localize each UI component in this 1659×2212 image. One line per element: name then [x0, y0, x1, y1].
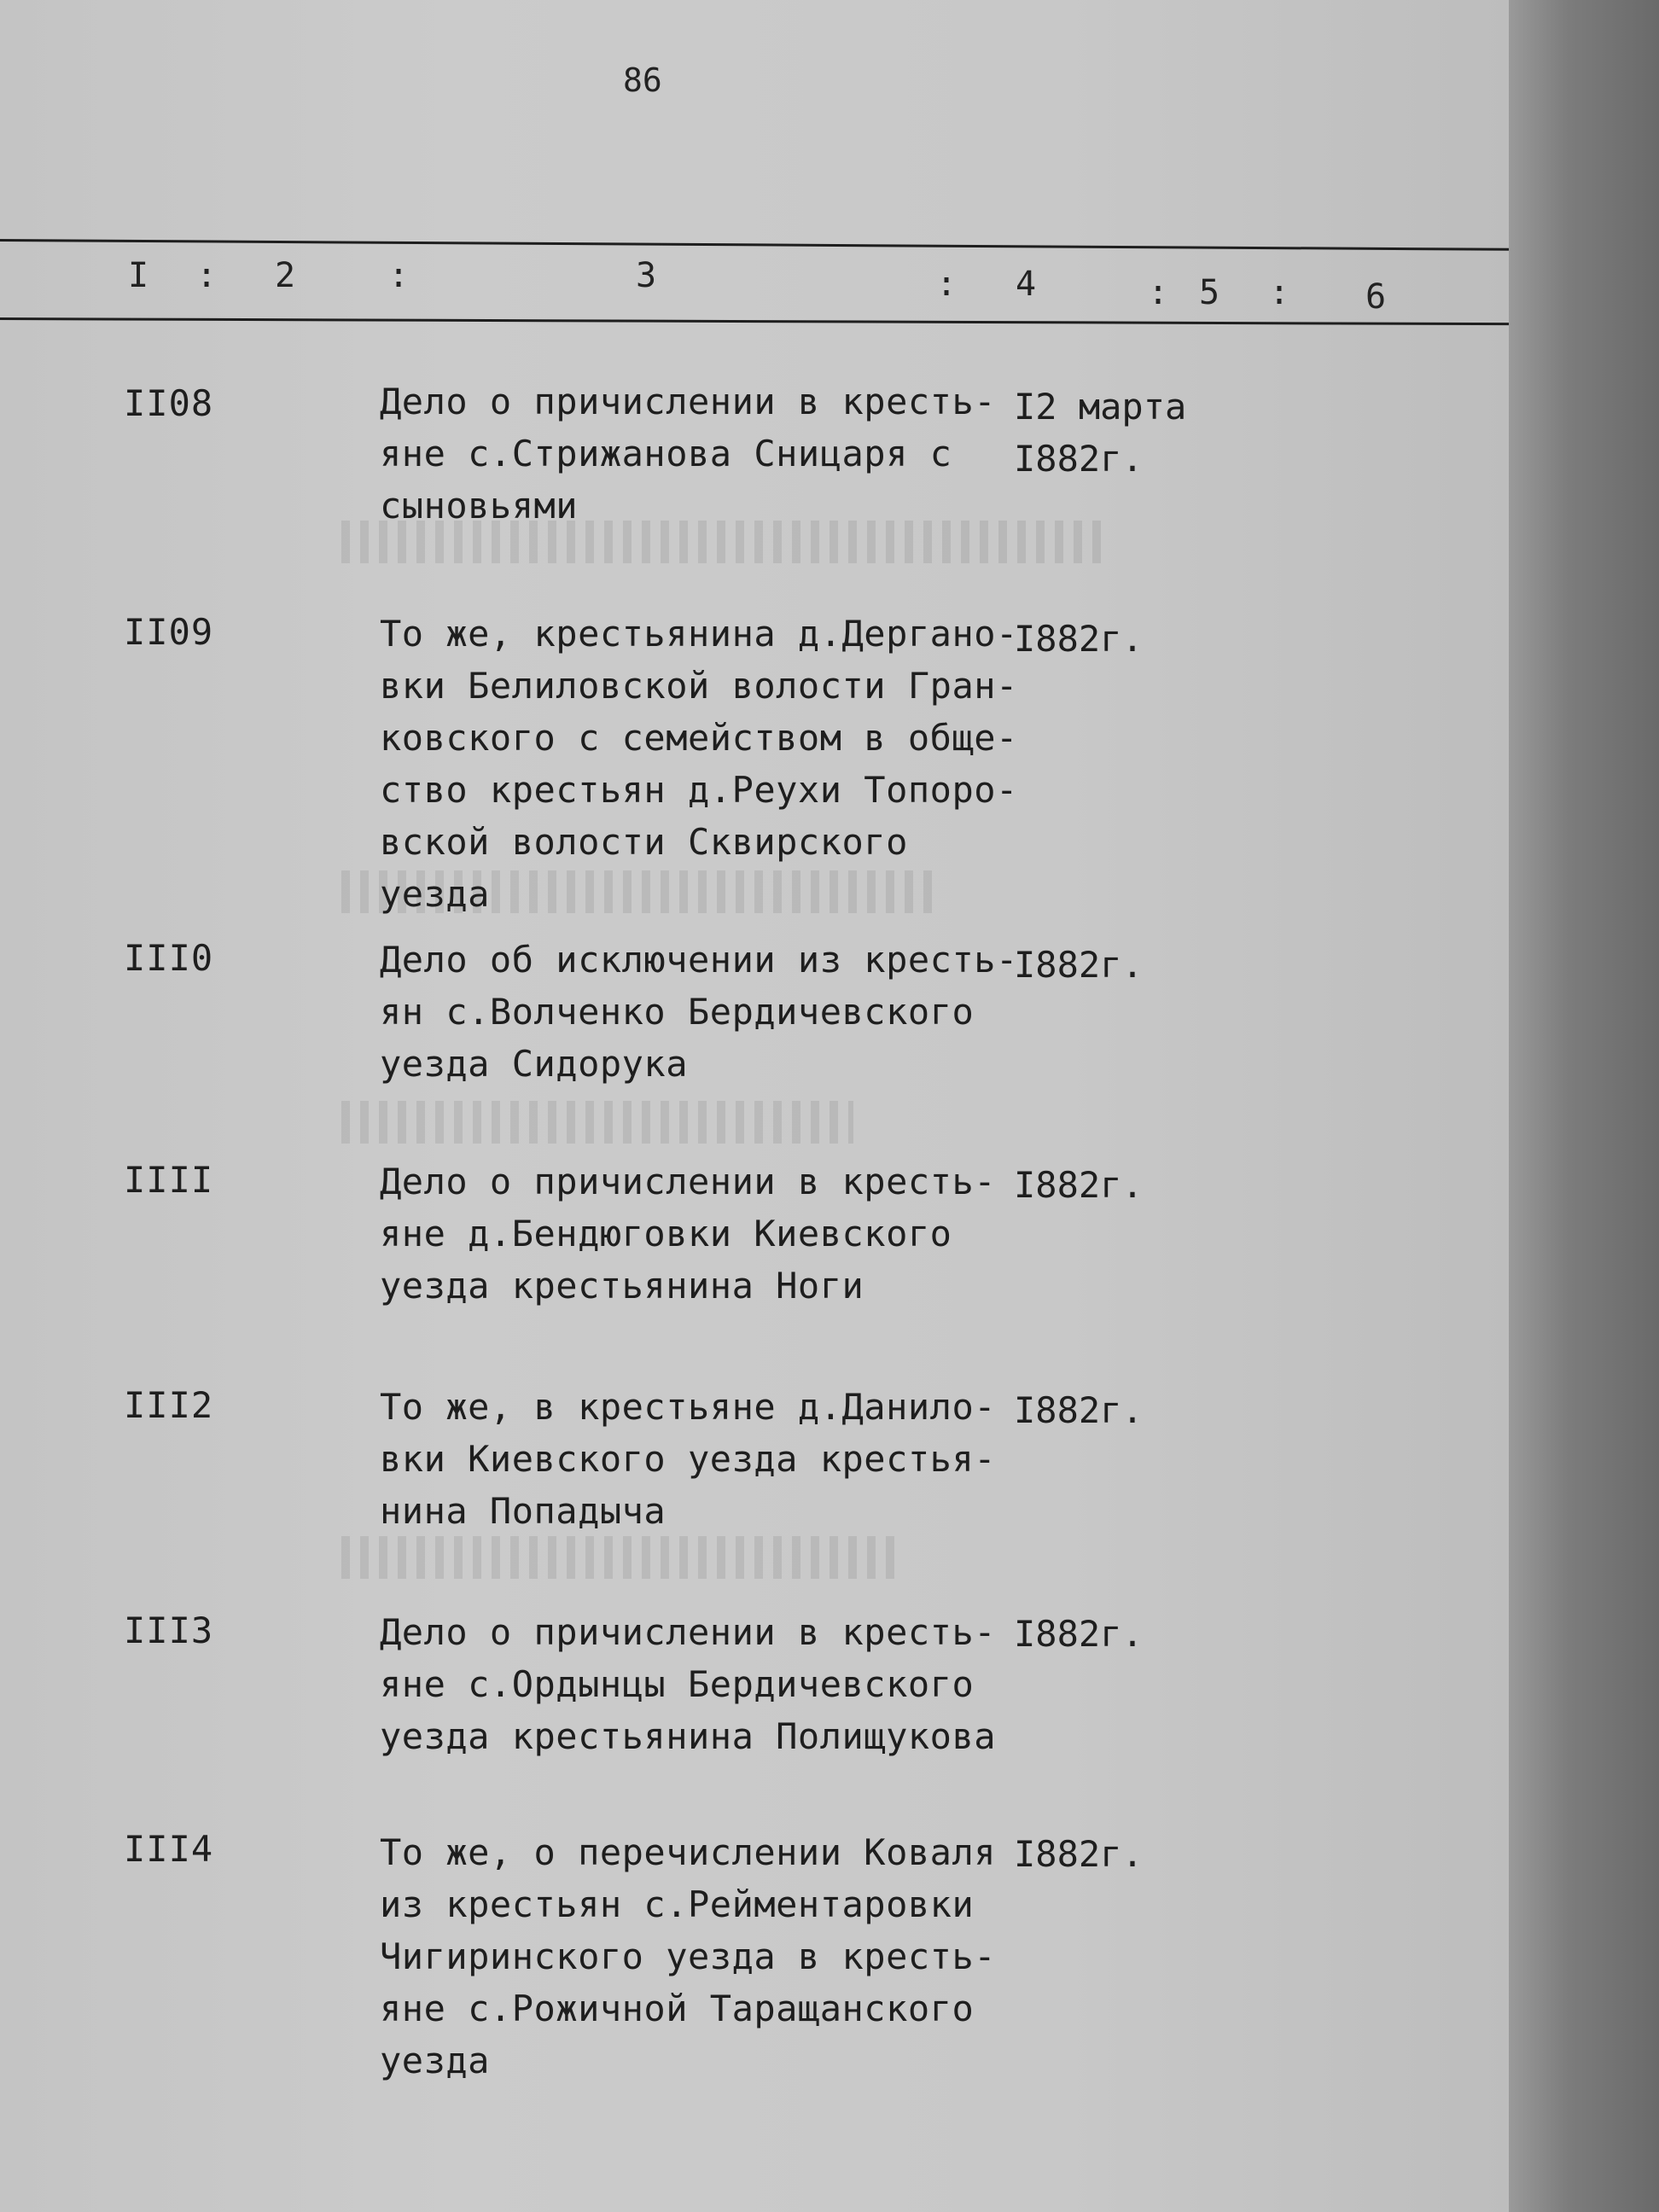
- case-number: III0: [124, 937, 214, 979]
- case-title: Дело об исключении из кресть- ян с.Волченко Бердичевского уезда Сидорука: [380, 939, 1018, 1085]
- case-date: I2 марта I882г.: [1014, 386, 1187, 480]
- column-header-2: 2: [275, 256, 296, 295]
- column-separator: :: [1148, 273, 1169, 312]
- bleed-through-text: [341, 1536, 896, 1579]
- column-header-1: I: [128, 256, 149, 295]
- case-number: III4: [124, 1828, 214, 1870]
- column-header-4: 4: [1016, 265, 1037, 304]
- page-edge-shadow: [1509, 0, 1659, 2212]
- case-number: II08: [124, 382, 214, 424]
- column-header-5: 5: [1199, 273, 1220, 312]
- case-title: То же, в крестьяне д.Данило- вки Киевского уезда крестья- нина Попадыча: [380, 1386, 997, 1532]
- case-title: Дело о причислении в кресть- яне с.Стрижанова Сницаря с сыновьями: [380, 381, 997, 527]
- case-date: I882г.: [1014, 1164, 1144, 1206]
- case-title: То же, крестьянина д.Дергано- вки Белиловской волости Гран- ковского с семейством в обще- ство крестьян д.Реухи Топоро- вской волости Сквирского уезда: [380, 613, 1018, 915]
- case-date: I882г.: [1014, 944, 1144, 986]
- case-number: II09: [124, 611, 214, 653]
- case-number: III3: [124, 1610, 214, 1651]
- bleed-through-text: [341, 1101, 853, 1144]
- column-header-3: 3: [636, 256, 657, 295]
- case-date: I882г.: [1014, 1833, 1144, 1875]
- page-number: 86: [623, 61, 662, 99]
- case-title: Дело о причислении в кресть- яне д.Бендюговки Киевского уезда крестьянина Ноги: [380, 1161, 997, 1307]
- column-separator: :: [936, 265, 958, 304]
- case-date: I882г.: [1014, 1613, 1144, 1655]
- case-date: I882г.: [1014, 1389, 1144, 1431]
- case-title: Дело о причислении в кресть- яне с.Ордынцы Бердичевского уезда крестьянина Полищукова: [380, 1611, 997, 1757]
- column-separator: :: [1269, 273, 1290, 312]
- case-date: I882г.: [1014, 618, 1144, 660]
- column-separator: :: [196, 256, 218, 295]
- table-top-rule: [0, 239, 1509, 251]
- column-header-6: 6: [1365, 277, 1387, 317]
- column-separator: :: [388, 256, 410, 295]
- case-title: То же, о перечислении Коваля из крестьян с.Рейментаровки Чигиринского уезда в кресть- яне с.Рожичной Таращанского уезда: [380, 1831, 997, 2081]
- case-number: IIII: [124, 1159, 214, 1201]
- case-number: III2: [124, 1384, 214, 1426]
